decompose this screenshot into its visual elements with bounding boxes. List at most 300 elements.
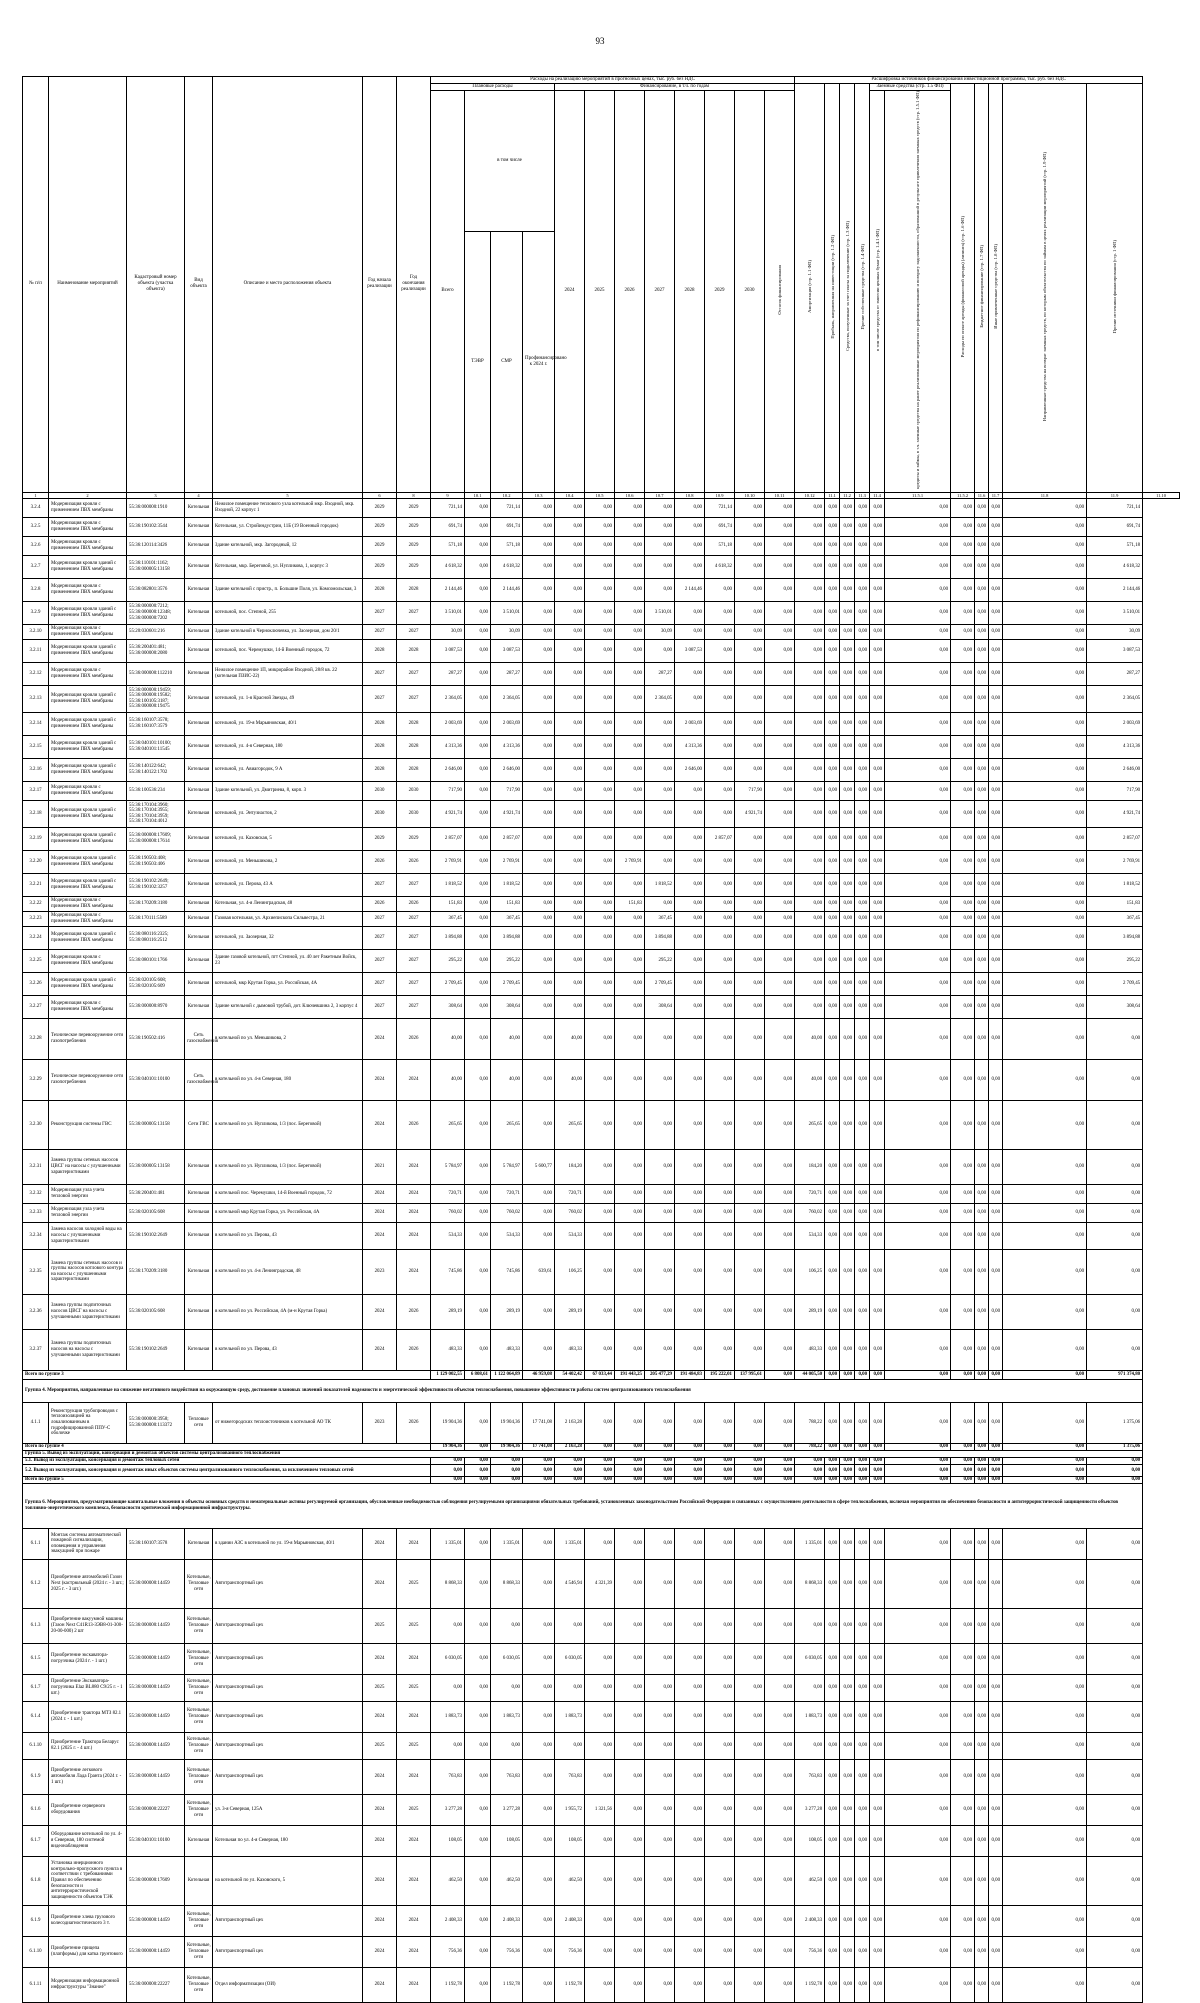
- cell-src-in: 0,00: [989, 1759, 1003, 1794]
- cell-fin: 0,00: [523, 1732, 555, 1759]
- cell-smr: 19 904,36: [491, 1443, 523, 1450]
- cell-src-am: 483,33: [795, 1329, 825, 1370]
- cell-total: 571,18: [431, 536, 465, 555]
- cell-year-value: 0,00: [705, 735, 735, 758]
- cell-src-cr: 0,00: [885, 1936, 951, 1967]
- cell-year-value: 2 003,69: [675, 712, 705, 735]
- cell-total: 2 144,46: [431, 578, 465, 601]
- cell-description: в котельной по ул. Нупликова, 1/3 (пос. Береговой): [213, 1100, 363, 1149]
- cell-src-in: 0,00: [989, 1059, 1003, 1100]
- cell-rest: 0,00: [765, 1528, 795, 1559]
- cell-src-am: 0,00: [795, 800, 825, 827]
- cell-total: 0,00: [431, 1732, 465, 1759]
- cell-total: 1 129 002,55: [431, 1370, 465, 1379]
- cell-src-le: 0,00: [951, 536, 975, 555]
- cell-year-value: 0,00: [645, 1701, 675, 1732]
- header-num: № п/п: [23, 77, 49, 493]
- cell-tvr: 0,00: [465, 1294, 491, 1329]
- cell-year-value: 0,00: [735, 1249, 765, 1294]
- cell-src-misc: 2 857,07: [1087, 827, 1143, 850]
- column-index: 11.1: [825, 492, 840, 498]
- cell-src-am: 2 408,33: [795, 1905, 825, 1936]
- cell-year-value: 0,00: [705, 1203, 735, 1222]
- cell-src-ret: 0,00: [1003, 949, 1087, 972]
- cell-src-em: 0,00: [870, 1701, 885, 1732]
- cell-src-pr: 0,00: [825, 1184, 840, 1203]
- column-index: 10.12: [795, 492, 825, 498]
- cell-total: 2 857,07: [431, 827, 465, 850]
- cell-year-value: 0,00: [705, 873, 735, 896]
- cell-cadastral: 55:36:000000:3958; 55:36:000000:113372: [127, 1402, 185, 1443]
- cell-src-em: 0,00: [870, 972, 885, 995]
- cell-year-value: 0,00: [735, 735, 765, 758]
- cell-year-value: 0,00: [705, 1967, 735, 2002]
- cell-year-value: 0,00: [735, 712, 765, 735]
- cell-name: Модернизация узла учета тепловой энергии: [49, 1184, 127, 1203]
- cell-num: 6.1.2: [23, 1559, 49, 1608]
- cell-year-value: 0,00: [705, 1674, 735, 1701]
- cell-src-pr: 0,00: [825, 911, 840, 926]
- cell-src-misc: 1 375,06: [1087, 1443, 1143, 1450]
- cell-src-le: 0,00: [951, 896, 975, 911]
- investment-table-container: [22, 76, 1180, 2003]
- cell-year-value: 0,00: [555, 896, 585, 911]
- cell-year-value: 0,00: [675, 624, 705, 639]
- cell-end-year: 2027: [397, 911, 431, 926]
- cell-src-in: 0,00: [989, 685, 1003, 712]
- cell-smr: 4 313,36: [491, 735, 523, 758]
- cell-src-pr: 0,00: [825, 1018, 840, 1059]
- cell-src-le: 0,00: [951, 1443, 975, 1450]
- cell-src-oth: 0,00: [855, 662, 870, 685]
- cell-year-value: 0,00: [705, 781, 735, 800]
- cell-year-value: 0,00: [555, 517, 585, 536]
- cell-total: 5 784,97: [431, 1149, 465, 1184]
- cell-description: Автотранспортный цех: [213, 1732, 363, 1759]
- cell-end-year: 2028: [397, 578, 431, 601]
- cell-start-year: 2029: [363, 498, 397, 517]
- cell-src-am: 289,19: [795, 1294, 825, 1329]
- cell-smr: 30,09: [491, 624, 523, 639]
- cell-fin: 0,00: [523, 1701, 555, 1732]
- cell-src-pr: 0,00: [825, 578, 840, 601]
- cell-src-misc: 717,90: [1087, 781, 1143, 800]
- cell-src-pl: 0,00: [840, 781, 855, 800]
- cell-year-value: 0,00: [555, 712, 585, 735]
- cell-name: Модернизация кровли зданий с применением ПВХ мембраны: [49, 639, 127, 662]
- cell-end-year: 2024: [397, 1059, 431, 1100]
- cell-src-bu: 0,00: [975, 1643, 989, 1674]
- cell-start-year: 2024: [363, 1329, 397, 1370]
- cell-year-value: 367,45: [645, 911, 675, 926]
- cell-src-bu: 0,00: [975, 1476, 989, 1483]
- cell-src-em: 0,00: [870, 1457, 885, 1464]
- cell-src-oth: 0,00: [855, 1203, 870, 1222]
- cell-src-pl: 0,00: [840, 536, 855, 555]
- cell-year-value: 0,00: [705, 1825, 735, 1856]
- cell-src-misc: 287,27: [1087, 662, 1143, 685]
- cell-end-year: 2029: [397, 498, 431, 517]
- cell-year-value: 0,00: [645, 517, 675, 536]
- header-description: Описание и место расположения объекта: [213, 77, 363, 493]
- cell-src-ret: 0,00: [1003, 1794, 1087, 1825]
- cell-smr: 1 883,73: [491, 1701, 523, 1732]
- cell-year-value: 0,00: [615, 735, 645, 758]
- cell-year-value: 0,00: [585, 578, 615, 601]
- cell-src-am: 760,02: [795, 1203, 825, 1222]
- cell-src-in: 0,00: [989, 1856, 1003, 1905]
- cell-type: Котельная: [185, 758, 213, 781]
- cell-src-pl: 0,00: [840, 1059, 855, 1100]
- cell-rest: 0,00: [765, 1184, 795, 1203]
- cell-src-pr: 0,00: [825, 1528, 840, 1559]
- cell-cadastral: 55:36:000000:112210: [127, 662, 185, 685]
- cell-description: котельной, мкр Крутая Горка, ул. Российская, 4А: [213, 972, 363, 995]
- cell-year-value: 0,00: [555, 995, 585, 1018]
- cell-tvr: 0,00: [465, 995, 491, 1018]
- cell-year-value: 0,00: [705, 758, 735, 781]
- cell-smr: 691,74: [491, 517, 523, 536]
- cell-type: Котельная: [185, 624, 213, 639]
- cell-src-am: 3 277,28: [795, 1794, 825, 1825]
- cell-tvr: 0,00: [465, 1329, 491, 1370]
- cell-name: Модернизация узла учета тепловой энергии: [49, 1203, 127, 1222]
- table-row: [23, 639, 1180, 662]
- cell-src-bu: 0,00: [975, 601, 989, 624]
- cell-src-am: 0,00: [795, 995, 825, 1018]
- cell-year-value: 0,00: [735, 1329, 765, 1370]
- cell-src-em: 0,00: [870, 1402, 885, 1443]
- cell-smr: 0,00: [491, 1476, 523, 1483]
- cell-smr: 19 904,36: [491, 1402, 523, 1443]
- cell-src-pr: 0,00: [825, 1559, 840, 1608]
- cell-end-year: 2024: [397, 1905, 431, 1936]
- cell-smr: 0,00: [491, 1457, 523, 1464]
- cell-start-year: 2029: [363, 536, 397, 555]
- cell-src-pl: 0,00: [840, 1329, 855, 1370]
- cell-src-le: 0,00: [951, 873, 975, 896]
- table-row: [23, 1825, 1180, 1856]
- cell-src-cr: 0,00: [885, 639, 951, 662]
- cell-src-oth: 0,00: [855, 758, 870, 781]
- cell-src-pr: 0,00: [825, 1936, 840, 1967]
- cell-smr: 2 857,07: [491, 827, 523, 850]
- cell-year-value: 0,00: [585, 1936, 615, 1967]
- cell-src-pl: 0,00: [840, 1018, 855, 1059]
- cell-src-em: 0,00: [870, 1100, 885, 1149]
- cell-fin: 0,00: [523, 712, 555, 735]
- cell-type: Котельная: [185, 1222, 213, 1249]
- cell-year-value: 0,00: [645, 1608, 675, 1643]
- cell-src-ret: 0,00: [1003, 1856, 1087, 1905]
- cell-src-in: 0,00: [989, 911, 1003, 926]
- cell-start-year: 2029: [363, 827, 397, 850]
- cell-num: 3.2.22: [23, 896, 49, 911]
- cell-fin: 0,00: [523, 536, 555, 555]
- cell-name: Приобретение автомобилей Газон Next (кастрюльный (2024 г. - 3 шт.; 2025 г. - 3 шт.): [49, 1559, 127, 1608]
- cell-year-value: 0,00: [585, 1294, 615, 1329]
- cell-src-oth: 0,00: [855, 911, 870, 926]
- cell-src-pl: 0,00: [840, 555, 855, 578]
- cell-src-oth: 0,00: [855, 1149, 870, 1184]
- cell-year-value: 0,00: [555, 555, 585, 578]
- cell-src-em: 0,00: [870, 1149, 885, 1184]
- cell-year-value: 0,00: [675, 1402, 705, 1443]
- cell-tvr: 0,00: [465, 662, 491, 685]
- cell-src-cr: 0,00: [885, 1203, 951, 1222]
- cell-rest: 0,00: [765, 1794, 795, 1825]
- cell-src-ret: 0,00: [1003, 1457, 1087, 1464]
- cell-name: Замена группы подпиточных насосов на насосы с улучшенными характеристиками: [49, 1329, 127, 1370]
- cell-name: Модернизация кровли с применением ПВХ мембраны: [49, 662, 127, 685]
- cell-fin: 0,00: [523, 949, 555, 972]
- cell-total: 483,33: [431, 1329, 465, 1370]
- cell-year-value: 0,00: [645, 781, 675, 800]
- cell-src-pr: 0,00: [825, 827, 840, 850]
- cell-src-misc: 0,00: [1087, 1559, 1143, 1608]
- cell-year-value: 0,00: [735, 1674, 765, 1701]
- cell-src-ret: 0,00: [1003, 639, 1087, 662]
- cell-src-oth: 0,00: [855, 1905, 870, 1936]
- cell-start-year: 2024: [363, 1794, 397, 1825]
- cell-year-value: 0,00: [735, 949, 765, 972]
- cell-year-value: 0,00: [615, 1443, 645, 1450]
- cell-fin: 0,00: [523, 911, 555, 926]
- cell-rest: 0,00: [765, 1222, 795, 1249]
- cell-year-value: 0,00: [675, 781, 705, 800]
- cell-src-in: 0,00: [989, 662, 1003, 685]
- cell-year-value: 0,00: [645, 1905, 675, 1936]
- cell-end-year: 2024: [397, 1203, 431, 1222]
- cell-year-value: 0,00: [675, 1184, 705, 1203]
- cell-year-value: 0,00: [555, 1457, 585, 1464]
- cell-type: Котельная: [185, 972, 213, 995]
- cell-num: 6.1.10: [23, 1936, 49, 1967]
- cell-year-value: 0,00: [675, 1856, 705, 1905]
- cell-total: 717,90: [431, 781, 465, 800]
- cell-tvr: 0,00: [465, 1100, 491, 1149]
- cell-tvr: 0,00: [465, 1856, 491, 1905]
- cell-src-bu: 0,00: [975, 735, 989, 758]
- column-index: 2: [49, 492, 127, 498]
- cell-src-misc: 4 618,32: [1087, 555, 1143, 578]
- cell-src-misc: 3 894,88: [1087, 926, 1143, 949]
- cell-year-value: 0,00: [675, 911, 705, 926]
- cell-src-pl: 0,00: [840, 685, 855, 712]
- cell-year-value: 0,00: [675, 949, 705, 972]
- header-src-lease: Расходы по оплате аренды (финансовой аренды) (лизинга) (стр. 1.6 ФП): [951, 84, 975, 493]
- cell-year-value: 0,00: [585, 1825, 615, 1856]
- cell-start-year: 2024: [363, 1967, 397, 2002]
- cell-year-value: 717,90: [735, 781, 765, 800]
- cell-description: на котельной по ул. Каховского, 5: [213, 1856, 363, 1905]
- table-row: [23, 1794, 1180, 1825]
- cell-src-pr: 0,00: [825, 1464, 840, 1476]
- cell-rest: 0,00: [765, 1476, 795, 1483]
- cell-smr: 0,00: [491, 1674, 523, 1701]
- cell-year-value: 0,00: [585, 685, 615, 712]
- cell-year-value: 0,00: [735, 1643, 765, 1674]
- cell-src-le: 0,00: [951, 1608, 975, 1643]
- cell-src-ret: 0,00: [1003, 873, 1087, 896]
- cell-src-pr: 0,00: [825, 1905, 840, 1936]
- cell-num: 3.2.7: [23, 555, 49, 578]
- cell-year-value: 0,00: [585, 498, 615, 517]
- cell-src-le: 0,00: [951, 781, 975, 800]
- cell-src-bu: 0,00: [975, 1184, 989, 1203]
- cell-year-value: 0,00: [645, 1149, 675, 1184]
- cell-description: Здание котельной, ул. Дмитриева, 8, корп. 3: [213, 781, 363, 800]
- cell-total: 8 868,33: [431, 1559, 465, 1608]
- cell-year-value: 0,00: [645, 1443, 675, 1450]
- cell-num: 6.1.3: [23, 1608, 49, 1643]
- cell-cadastral: 55:36:020105:608: [127, 1203, 185, 1222]
- cell-src-misc: 0,00: [1087, 1643, 1143, 1674]
- cell-src-le: 0,00: [951, 1100, 975, 1149]
- cell-tvr: 0,00: [465, 1905, 491, 1936]
- table-row: [23, 949, 1180, 972]
- cell-src-le: 0,00: [951, 949, 975, 972]
- cell-cadastral: 55:36:040101:10100; 55:36:040101:11545: [127, 735, 185, 758]
- cell-src-cr: 0,00: [885, 1249, 951, 1294]
- cell-src-le: 0,00: [951, 1528, 975, 1559]
- cell-total: 287,27: [431, 662, 465, 685]
- cell-src-em: 0,00: [870, 1794, 885, 1825]
- cell-smr: 2 769,91: [491, 850, 523, 873]
- cell-src-bu: 0,00: [975, 1794, 989, 1825]
- cell-num: 3.2.31: [23, 1149, 49, 1184]
- cell-src-ret: 0,00: [1003, 1370, 1087, 1379]
- cell-src-cr: 0,00: [885, 1059, 951, 1100]
- table-row: [23, 926, 1180, 949]
- cell-src-oth: 0,00: [855, 639, 870, 662]
- cell-src-em: 0,00: [870, 1329, 885, 1370]
- cell-cadastral: 55:36:000000:22227: [127, 1967, 185, 2002]
- column-index: 10.6: [615, 492, 645, 498]
- cell-total: 3 894,88: [431, 926, 465, 949]
- cell-year-value: 295,22: [645, 949, 675, 972]
- cell-year-value: 534,33: [555, 1222, 585, 1249]
- cell-end-year: 2025: [397, 1674, 431, 1701]
- cell-num: 3.2.5: [23, 517, 49, 536]
- cell-src-cr: 0,00: [885, 1856, 951, 1905]
- cell-src-bu: 0,00: [975, 1464, 989, 1476]
- cell-src-misc: 0,00: [1087, 1249, 1143, 1294]
- cell-src-in: 0,00: [989, 1674, 1003, 1701]
- cell-year-value: 0,00: [675, 498, 705, 517]
- cell-year-value: 0,00: [645, 1184, 675, 1203]
- cell-src-cr: 0,00: [885, 827, 951, 850]
- table-body: [23, 498, 1180, 2002]
- cell-src-cr: 0,00: [885, 1759, 951, 1794]
- cell-end-year: 2024: [397, 1936, 431, 1967]
- cell-cadastral: 55:36:000000:14459: [127, 1905, 185, 1936]
- cell-src-am: 0,00: [795, 827, 825, 850]
- cell-year-value: 0,00: [555, 972, 585, 995]
- cell-num: 3.2.23: [23, 911, 49, 926]
- cell-tvr: 0,00: [465, 1825, 491, 1856]
- cell-src-ret: 0,00: [1003, 662, 1087, 685]
- cell-cadastral: 55:36:170209:3180: [127, 896, 185, 911]
- cell-year-value: 191 443,25: [615, 1370, 645, 1379]
- cell-year-value: 0,00: [735, 685, 765, 712]
- cell-type: Котельная: [185, 827, 213, 850]
- cell-src-misc: 0,00: [1087, 1329, 1143, 1370]
- cell-year-value: 0,00: [615, 800, 645, 827]
- cell-rest: 0,00: [765, 498, 795, 517]
- cell-src-oth: 0,00: [855, 735, 870, 758]
- cell-src-bu: 0,00: [975, 1294, 989, 1329]
- cell-src-em: 0,00: [870, 498, 885, 517]
- cell-name: Техническое перевооружение сети газопотребления: [49, 1059, 127, 1100]
- cell-tvr: 0,00: [465, 1203, 491, 1222]
- cell-type: Котельная: [185, 1528, 213, 1559]
- cell-year-value: 0,00: [645, 896, 675, 911]
- cell-tvr: 0,00: [465, 1184, 491, 1203]
- cell-num: 6.1.4: [23, 1701, 49, 1732]
- cell-cadastral: 55:36:000000:14459: [127, 1608, 185, 1643]
- cell-src-in: 0,00: [989, 1732, 1003, 1759]
- cell-fin: 0,00: [523, 758, 555, 781]
- cell-src-cr: 0,00: [885, 1457, 951, 1464]
- cell-year-value: 0,00: [585, 1059, 615, 1100]
- cell-name: Приобретение серверного оборудования: [49, 1794, 127, 1825]
- cell-src-bu: 0,00: [975, 1936, 989, 1967]
- cell-tvr: 0,00: [465, 1643, 491, 1674]
- cell-rest: 0,00: [765, 758, 795, 781]
- header-year-2026: 2026: [615, 91, 645, 493]
- cell-year-value: 0,00: [705, 1936, 735, 1967]
- table-row: [23, 873, 1180, 896]
- cell-src-am: 0,00: [795, 578, 825, 601]
- cell-type: Сеть газоснабжения: [185, 1059, 213, 1100]
- cell-src-bu: 0,00: [975, 1559, 989, 1608]
- cell-name: Модернизация кровли с применением ПВХ мембраны: [49, 517, 127, 536]
- cell-year-value: 0,00: [645, 1967, 675, 2002]
- cell-cadastral: 55:36:200401:481: [127, 1184, 185, 1203]
- cell-src-pr: 0,00: [825, 896, 840, 911]
- cell-src-ret: 0,00: [1003, 1018, 1087, 1059]
- cell-src-le: 0,00: [951, 1203, 975, 1222]
- cell-year-value: 0,00: [585, 555, 615, 578]
- cell-description: Здание котельной с пристр., п. Большие Поля, ул. Комсомольская, 3: [213, 578, 363, 601]
- header-src-other-own: Прочие собственные средства (стр. 1.4 ФП): [855, 84, 870, 493]
- cell-type: Тепловые сети: [185, 1402, 213, 1443]
- cell-rest: 0,00: [765, 1100, 795, 1149]
- cell-src-ret: 0,00: [1003, 1184, 1087, 1203]
- cell-smr: 4 618,32: [491, 555, 523, 578]
- cell-year-value: 0,00: [735, 995, 765, 1018]
- cell-year-value: 0,00: [615, 517, 645, 536]
- cell-src-le: 0,00: [951, 1794, 975, 1825]
- cell-src-cr: 0,00: [885, 601, 951, 624]
- cell-year-value: 0,00: [585, 1443, 615, 1450]
- cell-name: Замена группы подпиточных насосов ЦВСГ на насосы с улучшенными характеристиками: [49, 1294, 127, 1329]
- cell-src-in: 0,00: [989, 1018, 1003, 1059]
- column-index: 11.9: [1087, 492, 1143, 498]
- cell-src-ret: 0,00: [1003, 536, 1087, 555]
- cell-src-bu: 0,00: [975, 1528, 989, 1559]
- cell-src-am: 0,00: [795, 498, 825, 517]
- cell-name: Приобретение вакуумной машины (Газон Next C41R13-ЗЭВ8-01-300-20-00-000) 2 шт: [49, 1608, 127, 1643]
- cell-num: 3.2.11: [23, 639, 49, 662]
- cell-src-oth: 0,00: [855, 1608, 870, 1643]
- cell-fin: 0,00: [523, 1018, 555, 1059]
- cell-rest: 0,00: [765, 578, 795, 601]
- cell-fin: 0,00: [523, 995, 555, 1018]
- cell-src-ret: 0,00: [1003, 517, 1087, 536]
- header-year-2030: 2030: [735, 91, 765, 493]
